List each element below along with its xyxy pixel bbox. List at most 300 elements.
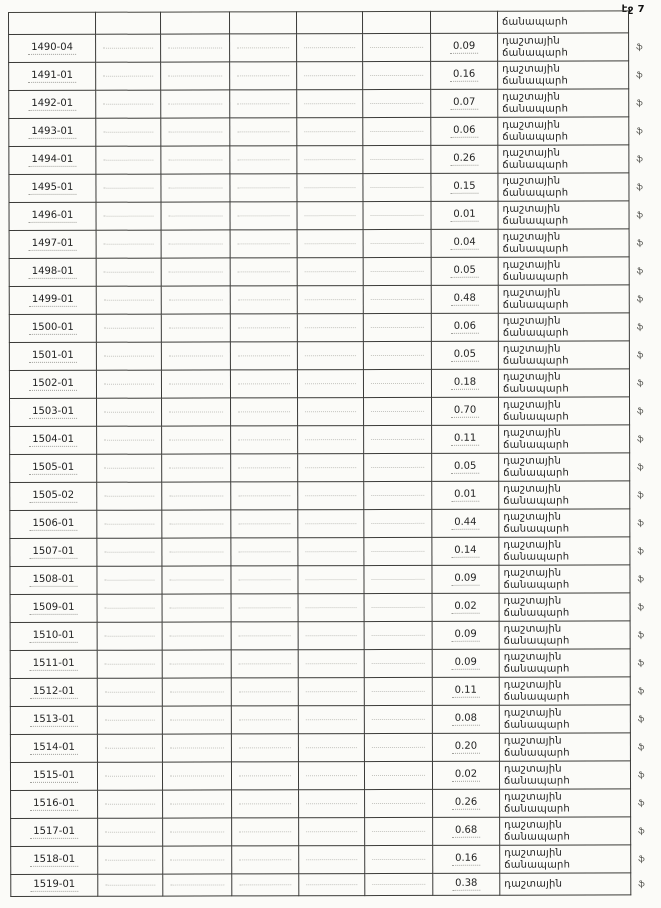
empty-cell — [298, 622, 364, 650]
area-value: 0.05 — [451, 461, 479, 474]
dotted-fill-line — [169, 411, 223, 412]
dotted-fill-line — [305, 439, 356, 440]
table-row — [9, 257, 659, 287]
empty-cell — [163, 874, 232, 896]
empty-cell — [162, 454, 231, 482]
area-value: 0.09 — [451, 629, 479, 642]
empty-cell — [365, 817, 433, 845]
margin-note-cell — [630, 397, 660, 425]
dotted-fill-line — [371, 355, 424, 356]
empty-cell — [162, 622, 231, 650]
dotted-fill-line — [239, 719, 291, 720]
dotted-fill-line — [372, 775, 425, 776]
empty-cell — [297, 314, 363, 342]
table-row — [10, 481, 660, 511]
margin-note: ֆ — [637, 658, 645, 668]
margin-note-cell — [629, 89, 659, 117]
empty-cell — [161, 370, 230, 398]
empty-cell — [230, 258, 297, 286]
parcel-code-cell — [10, 538, 97, 566]
empty-cell — [363, 257, 431, 285]
road-type-line1: դաշտային — [503, 427, 561, 439]
empty-cell — [162, 482, 231, 510]
empty-cell — [297, 34, 363, 62]
empty-cell — [231, 762, 298, 790]
road-type-line2: ճանապարհ — [502, 355, 569, 367]
parcel-code-cell — [10, 566, 97, 594]
dotted-fill-line — [305, 299, 356, 300]
margin-note: ֆ — [636, 98, 643, 108]
margin-note: ֆ — [637, 826, 645, 836]
area-cell — [430, 11, 497, 33]
area-value: 0.08 — [452, 713, 480, 726]
empty-cell — [363, 229, 431, 257]
road-type-line2: ճանապարհ — [503, 607, 570, 619]
empty-cell — [363, 117, 431, 145]
empty-cell — [231, 706, 298, 734]
empty-cell — [230, 146, 297, 174]
area-value: 0.07 — [450, 97, 478, 110]
dotted-fill-line — [238, 327, 290, 328]
parcel-code-cell — [10, 622, 97, 650]
table-row — [9, 313, 659, 343]
empty-cell — [364, 733, 432, 761]
margin-note: ֆ — [635, 42, 643, 52]
parcel-code-cell — [10, 482, 97, 510]
land-use-cell — [498, 369, 629, 397]
dotted-fill-line — [104, 524, 154, 525]
parcel-code-cell — [10, 762, 97, 790]
empty-cell — [97, 762, 162, 790]
dotted-fill-line — [371, 327, 424, 328]
empty-cell — [162, 538, 231, 566]
margin-note: ֆ — [636, 154, 644, 164]
dotted-fill-line — [305, 551, 356, 552]
table-row — [11, 845, 661, 875]
empty-cell — [161, 118, 230, 146]
empty-cell — [363, 341, 431, 369]
empty-cell — [298, 706, 364, 734]
road-type-line1: դաշտային — [503, 707, 562, 719]
road-type-continued: ճանապարհ — [502, 16, 568, 28]
dotted-fill-line — [238, 467, 290, 468]
dotted-fill-line — [169, 271, 223, 272]
road-type-line1: դաշտային — [503, 483, 562, 495]
parcel-code-cell — [9, 314, 96, 342]
dotted-fill-line — [105, 692, 155, 693]
table-row — [11, 789, 661, 819]
dotted-fill-line — [104, 300, 154, 301]
dotted-fill-line — [306, 831, 357, 832]
parcel-code-cell — [10, 678, 97, 706]
empty-cell — [364, 705, 432, 733]
dotted-fill-line — [239, 635, 291, 636]
area-cell — [432, 509, 499, 537]
margin-note-cell — [629, 369, 659, 397]
empty-cell — [161, 12, 230, 34]
area-cell — [432, 677, 499, 705]
dotted-fill-line — [238, 243, 290, 244]
road-type-line2: ճանապարհ — [502, 131, 569, 143]
table-row — [10, 761, 660, 791]
dotted-fill-line — [306, 719, 357, 720]
margin-note-cell — [630, 649, 660, 677]
dotted-fill-line — [304, 47, 355, 48]
table-row — [10, 621, 660, 651]
land-use-cell — [499, 565, 630, 593]
margin-note-cell — [629, 285, 659, 313]
dotted-fill-line — [371, 551, 424, 552]
dotted-fill-line — [104, 272, 154, 273]
empty-cell — [363, 201, 431, 229]
parcel-code: 1494-01 — [28, 154, 76, 167]
dotted-fill-line — [305, 383, 356, 384]
empty-cell — [161, 258, 230, 286]
page-number: էջ 7 — [621, 4, 645, 15]
table-row — [10, 537, 660, 567]
road-type-line2: ճանապարհ — [502, 215, 569, 227]
empty-cell — [297, 174, 363, 202]
road-type-line1: դաշտային — [503, 455, 562, 467]
road-type-line2: ճանապարհ — [503, 719, 570, 731]
road-type-line1: դաշտային — [502, 315, 561, 327]
dotted-fill-line — [168, 187, 222, 188]
dotted-fill-line — [104, 216, 154, 217]
land-use-cell — [499, 425, 630, 453]
road-type-line1: դաշտային — [503, 539, 562, 551]
empty-cell — [297, 118, 363, 146]
dotted-fill-line — [105, 776, 155, 777]
parcel-code-cell — [9, 90, 96, 118]
dotted-fill-line — [170, 607, 224, 608]
empty-cell — [231, 594, 298, 622]
land-use-cell — [499, 761, 630, 789]
margin-note-cell — [629, 257, 659, 285]
empty-cell — [231, 510, 298, 538]
area-value: 0.48 — [451, 293, 479, 306]
land-use-cell — [498, 313, 629, 341]
road-type-line1: դաշտային — [503, 511, 562, 523]
dotted-fill-line — [372, 831, 425, 832]
road-type-line2: ճանապարհ — [502, 47, 568, 59]
empty-cell — [97, 594, 162, 622]
table-row — [9, 229, 659, 259]
road-type-line2: ճանապարհ — [503, 523, 570, 535]
area-cell — [433, 789, 500, 817]
parcel-code-cell — [9, 370, 96, 398]
dotted-fill-line — [169, 299, 223, 300]
road-type-line2: ճանապարհ — [503, 691, 570, 703]
road-type-line2: ճանապարհ — [504, 859, 571, 871]
dotted-fill-line — [169, 439, 223, 440]
dotted-fill-line — [239, 775, 291, 776]
dotted-fill-line — [238, 551, 290, 552]
area-cell — [432, 593, 499, 621]
margin-note-cell — [630, 425, 660, 453]
empty-cell — [231, 566, 298, 594]
empty-cell — [161, 174, 230, 202]
dotted-fill-line — [238, 523, 290, 524]
area-value: 0.02 — [452, 769, 480, 782]
dotted-fill-line — [305, 579, 356, 580]
area-value: 0.70 — [451, 405, 479, 418]
land-use-cell — [498, 117, 629, 145]
empty-cell — [231, 650, 298, 678]
dotted-fill-line — [371, 215, 424, 216]
dotted-fill-line — [305, 355, 356, 356]
road-type-line2: ճանապարհ — [502, 243, 569, 255]
margin-note-cell — [630, 509, 660, 537]
parcel-code: 1505-02 — [29, 490, 77, 503]
table-row — [10, 705, 660, 735]
dotted-fill-line — [304, 131, 355, 132]
dotted-fill-line — [169, 355, 223, 356]
table-row — [10, 509, 660, 539]
margin-note-cell — [629, 145, 659, 173]
empty-cell — [365, 873, 433, 895]
land-use-cell — [500, 817, 631, 845]
margin-note-cell — [630, 565, 660, 593]
empty-cell — [161, 202, 230, 230]
empty-cell — [297, 370, 363, 398]
dotted-fill-line — [372, 719, 425, 720]
road-type-line2: ճանապարհ — [503, 747, 570, 759]
dotted-fill-line — [305, 327, 356, 328]
road-type-line1: դաշտային — [503, 735, 562, 747]
margin-note: ֆ — [637, 798, 645, 808]
area-cell — [431, 145, 498, 173]
road-type-line2: ճանապարհ — [502, 271, 569, 283]
margin-note-cell — [629, 61, 659, 89]
road-type-line2: ճանապարհ — [503, 439, 570, 451]
dotted-fill-line — [304, 103, 355, 104]
empty-cell — [162, 510, 231, 538]
parcel-code: 1518-01 — [30, 854, 78, 867]
parcel-code: 1515-01 — [30, 770, 78, 783]
area-value: 0.06 — [451, 321, 479, 334]
empty-cell — [297, 202, 363, 230]
dotted-fill-line — [103, 188, 153, 189]
dotted-fill-line — [371, 523, 424, 524]
table-row — [9, 201, 659, 231]
parcel-code-cell — [11, 874, 98, 896]
area-cell — [431, 173, 498, 201]
empty-cell — [97, 398, 162, 426]
margin-note-cell — [629, 341, 659, 369]
land-use-cell — [498, 89, 629, 117]
area-value: 0.16 — [450, 69, 478, 82]
dotted-fill-line — [306, 884, 357, 885]
dotted-fill-line — [305, 411, 356, 412]
empty-cell — [230, 118, 297, 146]
dotted-fill-line — [105, 748, 155, 749]
dotted-fill-line — [237, 159, 289, 160]
parcel-code-cell — [9, 258, 96, 286]
land-use-cell — [499, 677, 630, 705]
dotted-fill-line — [372, 803, 425, 804]
parcel-code-cell — [10, 594, 97, 622]
empty-cell — [231, 734, 298, 762]
dotted-fill-line — [239, 747, 291, 748]
empty-cell — [96, 174, 161, 202]
parcel-code: 1514-01 — [30, 742, 78, 755]
margin-note: ֆ — [636, 350, 644, 360]
dotted-fill-line — [104, 440, 154, 441]
empty-cell — [97, 566, 162, 594]
empty-cell — [161, 90, 230, 118]
road-type-line2: ճանապարհ — [502, 187, 569, 199]
empty-cell — [364, 677, 432, 705]
road-type-line2: ճանապարհ — [503, 579, 570, 591]
margin-note: ֆ — [637, 630, 645, 640]
empty-cell — [363, 33, 431, 61]
road-type-line2: ճանապարհ — [503, 411, 569, 423]
dotted-fill-line — [170, 747, 224, 748]
dotted-fill-line — [238, 579, 290, 580]
table-row — [9, 369, 659, 399]
margin-note-cell — [630, 677, 660, 705]
dotted-fill-line — [104, 356, 154, 357]
empty-cell — [299, 790, 365, 818]
margin-note: ֆ — [636, 266, 644, 276]
road-type-line1: դաշտային — [504, 819, 562, 831]
margin-note-cell — [629, 33, 659, 61]
dotted-fill-line — [237, 131, 289, 132]
margin-note: ֆ — [636, 406, 644, 416]
margin-note: ֆ — [637, 490, 644, 500]
dotted-fill-line — [305, 467, 356, 468]
empty-cell — [298, 678, 364, 706]
table-row — [9, 33, 659, 63]
land-use-cell — [500, 873, 631, 895]
margin-note: ֆ — [636, 182, 644, 192]
dotted-fill-line — [169, 467, 223, 468]
dotted-fill-line — [306, 663, 357, 664]
dotted-fill-line — [372, 691, 425, 692]
table-row — [11, 817, 661, 847]
table-row — [9, 145, 659, 175]
area-cell — [431, 341, 498, 369]
area-cell — [433, 845, 500, 873]
dotted-fill-line — [370, 103, 423, 104]
parcel-code: 1500-01 — [29, 322, 77, 335]
parcel-code: 1507-01 — [29, 546, 77, 559]
dotted-fill-line — [104, 496, 154, 497]
empty-cell — [96, 314, 161, 342]
parcel-code-cell — [10, 706, 97, 734]
empty-cell — [363, 89, 431, 117]
empty-cell — [97, 622, 162, 650]
margin-note: ֆ — [636, 378, 644, 388]
parcel-code-cell — [9, 146, 96, 174]
empty-cell — [161, 62, 230, 90]
dotted-fill-line — [169, 383, 223, 384]
margin-note-cell — [630, 733, 660, 761]
area-value: 0.18 — [451, 377, 479, 390]
dotted-fill-line — [239, 803, 291, 804]
dotted-fill-line — [238, 383, 290, 384]
empty-cell — [298, 510, 364, 538]
dotted-fill-line — [105, 664, 155, 665]
land-use-cell — [498, 201, 629, 229]
empty-cell — [163, 790, 232, 818]
dotted-fill-line — [103, 76, 153, 77]
dotted-fill-line — [105, 608, 155, 609]
road-type-line1: դաշտային — [504, 847, 563, 859]
empty-cell — [162, 594, 231, 622]
dotted-fill-line — [370, 159, 423, 160]
parcel-code: 1495-01 — [29, 182, 77, 195]
area-value: 0.15 — [450, 181, 478, 194]
land-use-cell — [500, 789, 631, 817]
area-cell — [431, 117, 498, 145]
margin-note: ֆ — [637, 602, 645, 612]
dotted-fill-line — [104, 580, 154, 581]
parcel-code-cell — [10, 734, 97, 762]
dotted-fill-line — [168, 75, 222, 76]
parcel-code: 1508-01 — [30, 574, 78, 587]
area-cell — [432, 761, 499, 789]
dotted-fill-line — [370, 47, 423, 48]
dotted-fill-line — [306, 775, 357, 776]
empty-cell — [161, 34, 230, 62]
parcel-code-cell — [9, 174, 96, 202]
road-type-line2: ճանապարհ — [503, 775, 570, 787]
road-type-line1: դաշտային — [504, 878, 563, 890]
empty-cell — [364, 565, 432, 593]
road-type-line1: դաշտային — [503, 595, 562, 607]
empty-cell — [96, 12, 161, 34]
empty-cell — [231, 398, 298, 426]
parcel-code-cell — [9, 62, 96, 90]
road-type-line1: դաշտային — [502, 147, 561, 159]
table-row — [10, 397, 660, 427]
parcel-code: 1501-01 — [29, 350, 77, 363]
empty-cell — [96, 370, 161, 398]
parcel-code-cell — [9, 286, 96, 314]
margin-note-cell — [630, 453, 660, 481]
area-value: 0.05 — [451, 349, 479, 362]
empty-cell — [232, 790, 299, 818]
land-use-cell — [499, 593, 630, 621]
dotted-fill-line — [371, 299, 424, 300]
parcel-code-cell — [10, 650, 97, 678]
road-type-line1: դաշտային — [503, 679, 562, 691]
dotted-fill-line — [170, 831, 224, 832]
dotted-fill-line — [105, 860, 155, 861]
dotted-fill-line — [237, 187, 289, 188]
empty-cell — [230, 34, 297, 62]
dotted-fill-line — [239, 884, 291, 885]
land-use-cell — [499, 537, 630, 565]
empty-cell — [97, 510, 162, 538]
road-type-line2: ճանապարհ — [502, 159, 569, 171]
table-row — [9, 341, 659, 371]
dotted-fill-line — [169, 215, 223, 216]
empty-cell — [230, 314, 297, 342]
empty-cell — [98, 790, 163, 818]
road-type-line2: ճանապարհ — [504, 803, 570, 815]
margin-note: ֆ — [636, 126, 643, 136]
dotted-fill-line — [238, 355, 290, 356]
parcel-code-cell — [9, 34, 96, 62]
area-value: 0.02 — [451, 601, 479, 614]
land-use-cell — [498, 145, 629, 173]
parcel-code-cell — [10, 510, 97, 538]
area-value: 0.09 — [450, 41, 478, 54]
dotted-fill-line — [104, 384, 154, 385]
parcel-code: 1511-01 — [30, 658, 78, 671]
